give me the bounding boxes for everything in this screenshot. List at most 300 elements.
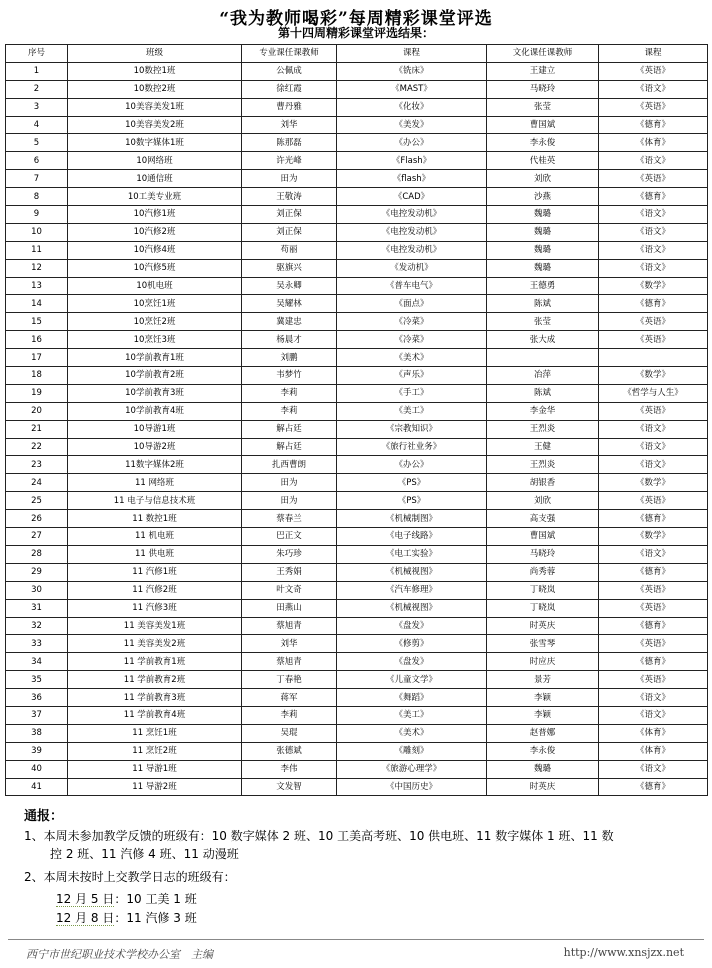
cell-culture-teacher: 王德勇 — [487, 277, 599, 295]
header-row — [6, 45, 708, 63]
cell-culture-teacher: 张莹 — [487, 313, 599, 331]
cell-index: 23 — [6, 456, 68, 474]
cell-major-teacher: 田燕山 — [242, 599, 337, 617]
cell-culture-teacher: 尚秀蓉 — [487, 563, 599, 581]
cell-culture-teacher: 张莹 — [487, 98, 599, 116]
cell-class: 10学前教育3班 — [68, 384, 242, 402]
table-row — [6, 170, 708, 188]
cell-major-course: 《电子线路》 — [337, 528, 487, 546]
cell-index: 26 — [6, 510, 68, 528]
cell-culture-course: 《德育》 — [599, 617, 708, 635]
cell-culture-course: 《数学》 — [599, 528, 708, 546]
cell-class: 11 机电班 — [68, 528, 242, 546]
cell-culture-course: 《语文》 — [599, 80, 708, 98]
cell-major-course: 《办公》 — [337, 456, 487, 474]
table-row — [6, 492, 708, 510]
table-header — [6, 45, 708, 63]
cell-class: 10汽修5班 — [68, 259, 242, 277]
cell-major-teacher: 蔡春兰 — [242, 510, 337, 528]
cell-major-teacher: 许光峰 — [242, 152, 337, 170]
cell-class: 11 汽修3班 — [68, 599, 242, 617]
cell-major-teacher: 叶文奇 — [242, 581, 337, 599]
cell-major-course: 《flash》 — [337, 170, 487, 188]
cell-index: 2 — [6, 80, 68, 98]
cell-culture-teacher: 代桂英 — [487, 152, 599, 170]
cell-major-course: 《机械制图》 — [337, 510, 487, 528]
cell-culture-teacher: 赵普娜 — [487, 724, 599, 742]
cell-class: 11 汽修2班 — [68, 581, 242, 599]
cell-index: 33 — [6, 635, 68, 653]
cell-culture-teacher: 时应庆 — [487, 653, 599, 671]
table-row — [6, 474, 708, 492]
cell-culture-course: 《德育》 — [599, 653, 708, 671]
cell-culture-course: 《语文》 — [599, 545, 708, 563]
table-row — [6, 528, 708, 546]
cell-culture-teacher: 张大成 — [487, 331, 599, 349]
cell-index: 4 — [6, 116, 68, 134]
cell-major-teacher: 刘鹏 — [242, 349, 337, 367]
cell-index: 37 — [6, 706, 68, 724]
cell-index: 39 — [6, 742, 68, 760]
cell-major-teacher: 刘华 — [242, 635, 337, 653]
table-row — [6, 617, 708, 635]
cell-major-teacher: 吴耀林 — [242, 295, 337, 313]
cell-culture-course: 《英语》 — [599, 581, 708, 599]
cell-major-course: 《盘发》 — [337, 653, 487, 671]
table-row — [6, 188, 708, 206]
cell-major-teacher: 田为 — [242, 170, 337, 188]
cell-class: 10汽修4班 — [68, 241, 242, 259]
cell-culture-teacher: 王烈炎 — [487, 420, 599, 438]
cell-class: 10烹饪3班 — [68, 331, 242, 349]
cell-culture-course: 《语文》 — [599, 420, 708, 438]
cell-culture-teacher: 时英庆 — [487, 778, 599, 796]
cell-major-teacher: 李莉 — [242, 384, 337, 402]
cell-index: 27 — [6, 528, 68, 546]
cell-class: 10学前教育2班 — [68, 367, 242, 385]
table-row — [6, 62, 708, 80]
cell-culture-teacher: 魏璐 — [487, 760, 599, 778]
cell-class: 11 网络班 — [68, 474, 242, 492]
cell-culture-teacher: 李颖 — [487, 689, 599, 707]
cell-culture-teacher: 李金华 — [487, 402, 599, 420]
cell-culture-teacher: 张雪琴 — [487, 635, 599, 653]
cell-major-course: 《美工》 — [337, 402, 487, 420]
cell-culture-teacher: 李颖 — [487, 706, 599, 724]
cell-culture-course: 《英语》 — [599, 671, 708, 689]
cell-class: 10数字媒体1班 — [68, 134, 242, 152]
cell-major-course: 《宗教知识》 — [337, 420, 487, 438]
cell-culture-course: 《语文》 — [599, 259, 708, 277]
cell-major-teacher: 巴正文 — [242, 528, 337, 546]
cell-index: 14 — [6, 295, 68, 313]
cell-major-course: 《旅游心理学》 — [337, 760, 487, 778]
results-table — [5, 44, 708, 796]
cell-culture-teacher: 曹国斌 — [487, 528, 599, 546]
cell-culture-teacher: 王健 — [487, 438, 599, 456]
cell-major-course: 《CAD》 — [337, 188, 487, 206]
cell-culture-course: 《数学》 — [599, 474, 708, 492]
cell-class: 10美容美发1班 — [68, 98, 242, 116]
cell-class: 10通信班 — [68, 170, 242, 188]
table-row — [6, 545, 708, 563]
cell-index: 13 — [6, 277, 68, 295]
cell-culture-teacher: 丁晓岚 — [487, 581, 599, 599]
cell-major-course: 《冷菜》 — [337, 313, 487, 331]
cell-culture-teacher: 冶萍 — [487, 367, 599, 385]
cell-index: 41 — [6, 778, 68, 796]
cell-culture-course: 《语文》 — [599, 689, 708, 707]
cell-major-course: 《美工》 — [337, 706, 487, 724]
cell-culture-teacher: 时英庆 — [487, 617, 599, 635]
notice-date-1 — [56, 890, 197, 908]
page-footer — [0, 938, 712, 966]
cell-major-teacher: 解占廷 — [242, 438, 337, 456]
cell-culture-course: 《德育》 — [599, 563, 708, 581]
cell-class: 10汽修2班 — [68, 223, 242, 241]
cell-index: 38 — [6, 724, 68, 742]
cell-class: 11 供电班 — [68, 545, 242, 563]
cell-class: 10数控2班 — [68, 80, 242, 98]
cell-index: 6 — [6, 152, 68, 170]
cell-culture-teacher: 魏璐 — [487, 206, 599, 224]
table-row — [6, 313, 708, 331]
cell-culture-teacher: 景芳 — [487, 671, 599, 689]
cell-culture-course: 《体育》 — [599, 724, 708, 742]
page-title: “我为教师喝彩”每周精彩课堂评选 — [219, 9, 493, 29]
notice-item-1-line-1: 1、本周未参加教学反馈的班级有：10 数字媒体 2 班、10 工美高考班、10 供电班、11 数字媒体 1 班、11 数 — [24, 829, 614, 843]
cell-class: 11数字媒体2班 — [68, 456, 242, 474]
cell-index: 32 — [6, 617, 68, 635]
cell-major-course: 《美术》 — [337, 349, 487, 367]
notice-date-2 — [56, 909, 197, 927]
cell-culture-teacher: 马晓玲 — [487, 80, 599, 98]
cell-class: 11 学前教育3班 — [68, 689, 242, 707]
table-row — [6, 635, 708, 653]
cell-major-course: 《声乐》 — [337, 367, 487, 385]
header-index: 序号 — [6, 45, 68, 63]
cell-culture-teacher: 王建立 — [487, 62, 599, 80]
cell-index: 25 — [6, 492, 68, 510]
table-row — [6, 778, 708, 796]
cell-culture-teacher: 胡银香 — [487, 474, 599, 492]
cell-class: 11 学前教育1班 — [68, 653, 242, 671]
cell-index: 17 — [6, 349, 68, 367]
footer-editor: 西宁市世纪职业技术学校办公室 主编 — [26, 948, 213, 961]
cell-major-teacher: 解占廷 — [242, 420, 337, 438]
cell-culture-course: 《德育》 — [599, 116, 708, 134]
table-row — [6, 241, 708, 259]
cell-major-teacher: 蔡旭青 — [242, 617, 337, 635]
table-row — [6, 653, 708, 671]
cell-culture-teacher: 刘欣 — [487, 170, 599, 188]
cell-culture-course: 《英语》 — [599, 635, 708, 653]
cell-major-teacher: 刘华 — [242, 116, 337, 134]
cell-major-teacher: 蒋军 — [242, 689, 337, 707]
cell-index: 5 — [6, 134, 68, 152]
cell-major-course: 《美术》 — [337, 724, 487, 742]
cell-class: 11 导游1班 — [68, 760, 242, 778]
cell-class: 10汽修1班 — [68, 206, 242, 224]
cell-culture-course: 《体育》 — [599, 134, 708, 152]
cell-culture-course: 《语文》 — [599, 438, 708, 456]
cell-culture-teacher: 李永俊 — [487, 742, 599, 760]
cell-major-teacher: 李莉 — [242, 402, 337, 420]
cell-major-course: 《PS》 — [337, 492, 487, 510]
table-row — [6, 420, 708, 438]
cell-culture-teacher: 魏璐 — [487, 223, 599, 241]
cell-index: 11 — [6, 241, 68, 259]
footer-url: http://www.xnsjzx.net — [563, 946, 684, 959]
cell-culture-course: 《哲学与人生》 — [599, 384, 708, 402]
cell-index: 31 — [6, 599, 68, 617]
cell-major-course: 《电控发动机》 — [337, 223, 487, 241]
cell-major-course: 《汽车修理》 — [337, 581, 487, 599]
cell-culture-course: 《英语》 — [599, 492, 708, 510]
cell-culture-teacher: 曹国斌 — [487, 116, 599, 134]
cell-culture-course: 《数学》 — [599, 367, 708, 385]
cell-class: 11 电子与信息技术班 — [68, 492, 242, 510]
cell-major-teacher: 驱旗兴 — [242, 259, 337, 277]
cell-major-teacher: 田为 — [242, 474, 337, 492]
cell-major-course: 《面点》 — [337, 295, 487, 313]
cell-major-teacher: 杨晨才 — [242, 331, 337, 349]
cell-major-teacher: 冀建忠 — [242, 313, 337, 331]
cell-major-teacher: 李伟 — [242, 760, 337, 778]
cell-major-course: 《手工》 — [337, 384, 487, 402]
cell-culture-course: 《体育》 — [599, 742, 708, 760]
table-row — [6, 277, 708, 295]
cell-class: 10导游2班 — [68, 438, 242, 456]
header-culture-course: 课程 — [599, 45, 708, 63]
cell-index: 9 — [6, 206, 68, 224]
table-row — [6, 367, 708, 385]
cell-index: 24 — [6, 474, 68, 492]
cell-culture-course: 《德育》 — [599, 510, 708, 528]
cell-major-course: 《机械视图》 — [337, 563, 487, 581]
cell-culture-teacher: 马晓玲 — [487, 545, 599, 563]
cell-major-teacher: 韦梦竹 — [242, 367, 337, 385]
header-major-teacher: 专业课任课教师 — [242, 45, 337, 63]
date-1-text: ：10 工美 1 班 — [114, 892, 197, 906]
table-row — [6, 581, 708, 599]
cell-major-course: 《舞蹈》 — [337, 689, 487, 707]
header-major-course: 课程 — [337, 45, 487, 63]
cell-class: 10烹饪1班 — [68, 295, 242, 313]
cell-major-course: 《旅行社业务》 — [337, 438, 487, 456]
cell-class: 10导游1班 — [68, 420, 242, 438]
cell-major-course: 《发动机》 — [337, 259, 487, 277]
cell-major-course: 《机械视图》 — [337, 599, 487, 617]
cell-culture-teacher: 陈斌 — [487, 384, 599, 402]
cell-class: 11 美容美发2班 — [68, 635, 242, 653]
cell-index: 29 — [6, 563, 68, 581]
table-row — [6, 563, 708, 581]
table-row — [6, 510, 708, 528]
cell-index: 16 — [6, 331, 68, 349]
cell-major-course: 《PS》 — [337, 474, 487, 492]
cell-major-teacher: 曹丹雅 — [242, 98, 337, 116]
notice-item-1-line-2: 控 2 班、11 汽修 4 班、11 动漫班 — [50, 847, 239, 861]
cell-major-teacher: 蔡旭青 — [242, 653, 337, 671]
table-row — [6, 152, 708, 170]
cell-index: 19 — [6, 384, 68, 402]
cell-class: 10美容美发2班 — [68, 116, 242, 134]
cell-index: 7 — [6, 170, 68, 188]
cell-major-course: 《盘发》 — [337, 617, 487, 635]
cell-major-teacher: 陈那磊 — [242, 134, 337, 152]
cell-class: 10机电班 — [68, 277, 242, 295]
cell-culture-course: 《德育》 — [599, 188, 708, 206]
table-row — [6, 331, 708, 349]
cell-culture-teacher: 高支强 — [487, 510, 599, 528]
table-row — [6, 223, 708, 241]
cell-class: 10学前教育4班 — [68, 402, 242, 420]
cell-index: 10 — [6, 223, 68, 241]
cell-culture-course: 《英语》 — [599, 599, 708, 617]
cell-culture-course: 《语文》 — [599, 456, 708, 474]
table-row — [6, 742, 708, 760]
cell-culture-course: 《语文》 — [599, 206, 708, 224]
cell-culture-teacher: 魏璐 — [487, 259, 599, 277]
footer-divider — [8, 939, 704, 940]
cell-culture-teacher — [487, 349, 599, 367]
table-row — [6, 384, 708, 402]
notice-heading: 通报： — [24, 809, 64, 824]
cell-major-teacher: 文发智 — [242, 778, 337, 796]
cell-culture-course: 《数学》 — [599, 277, 708, 295]
table-row — [6, 706, 708, 724]
cell-major-course: 《电控发动机》 — [337, 206, 487, 224]
cell-class: 11 烹饪2班 — [68, 742, 242, 760]
cell-major-teacher: 徐红霞 — [242, 80, 337, 98]
cell-class: 11 学前教育2班 — [68, 671, 242, 689]
cell-major-course: 《电工实验》 — [337, 545, 487, 563]
cell-major-course: 《儿童文学》 — [337, 671, 487, 689]
cell-major-teacher: 田为 — [242, 492, 337, 510]
date-2-text: ：11 汽修 3 班 — [114, 911, 197, 925]
cell-culture-course: 《语文》 — [599, 706, 708, 724]
table-row — [6, 259, 708, 277]
table-row — [6, 438, 708, 456]
page-subtitle: 第十四周精彩课堂评选结果： — [277, 26, 434, 40]
table-row — [6, 116, 708, 134]
cell-class: 11 数控1班 — [68, 510, 242, 528]
cell-major-teacher: 刘正保 — [242, 206, 337, 224]
cell-index: 40 — [6, 760, 68, 778]
cell-culture-course: 《英语》 — [599, 98, 708, 116]
cell-index: 15 — [6, 313, 68, 331]
cell-index: 8 — [6, 188, 68, 206]
cell-major-teacher: 刘正保 — [242, 223, 337, 241]
cell-major-course: 《化妆》 — [337, 98, 487, 116]
cell-culture-course: 《语文》 — [599, 223, 708, 241]
cell-class: 11 烹饪1班 — [68, 724, 242, 742]
header-class: 班级 — [68, 45, 242, 63]
notice-item-2: 2、本周未按时上交教学日志的班级有： — [24, 870, 236, 884]
cell-major-teacher: 苟丽 — [242, 241, 337, 259]
cell-class: 10烹饪2班 — [68, 313, 242, 331]
cell-culture-teacher: 陈斌 — [487, 295, 599, 313]
cell-major-course: 《办公》 — [337, 134, 487, 152]
cell-major-teacher: 张德斌 — [242, 742, 337, 760]
cell-culture-course: 《德育》 — [599, 295, 708, 313]
cell-index: 12 — [6, 259, 68, 277]
cell-culture-course: 《德育》 — [599, 778, 708, 796]
cell-culture-course: 《英语》 — [599, 331, 708, 349]
cell-index: 35 — [6, 671, 68, 689]
cell-major-teacher: 公佩成 — [242, 62, 337, 80]
cell-index: 20 — [6, 402, 68, 420]
cell-culture-course: 《语文》 — [599, 241, 708, 259]
table-row — [6, 134, 708, 152]
cell-major-course: 《铣床》 — [337, 62, 487, 80]
cell-index: 36 — [6, 689, 68, 707]
cell-major-teacher: 扎西曹朗 — [242, 456, 337, 474]
cell-index: 34 — [6, 653, 68, 671]
cell-class: 11 导游2班 — [68, 778, 242, 796]
cell-class: 11 美容美发1班 — [68, 617, 242, 635]
cell-culture-teacher: 丁晓岚 — [487, 599, 599, 617]
table-row — [6, 80, 708, 98]
table-row — [6, 689, 708, 707]
cell-class: 10学前教育1班 — [68, 349, 242, 367]
cell-major-teacher: 朱巧珍 — [242, 545, 337, 563]
cell-major-course: 《普车电气》 — [337, 277, 487, 295]
cell-major-teacher: 李莉 — [242, 706, 337, 724]
cell-culture-teacher: 李永俊 — [487, 134, 599, 152]
cell-index: 18 — [6, 367, 68, 385]
cell-culture-course: 《英语》 — [599, 313, 708, 331]
cell-major-course: 《美发》 — [337, 116, 487, 134]
cell-class: 11 学前教育4班 — [68, 706, 242, 724]
table-row — [6, 402, 708, 420]
cell-culture-teacher: 王烈炎 — [487, 456, 599, 474]
table-row — [6, 671, 708, 689]
table-row — [6, 599, 708, 617]
table-row — [6, 349, 708, 367]
table-body — [6, 62, 708, 796]
cell-culture-course: 《英语》 — [599, 402, 708, 420]
cell-major-course: 《MAST》 — [337, 80, 487, 98]
cell-class: 10工美专业班 — [68, 188, 242, 206]
cell-index: 3 — [6, 98, 68, 116]
cell-major-teacher: 吴琨 — [242, 724, 337, 742]
cell-index: 1 — [6, 62, 68, 80]
cell-class: 11 汽修1班 — [68, 563, 242, 581]
date-1-label: 12 月 5 日 — [56, 892, 115, 906]
table-row — [6, 206, 708, 224]
cell-index: 30 — [6, 581, 68, 599]
cell-major-course: 《雕刻》 — [337, 742, 487, 760]
header-culture-teacher: 文化课任课教师 — [487, 45, 599, 63]
cell-major-teacher: 王秀娟 — [242, 563, 337, 581]
cell-culture-course: 《英语》 — [599, 62, 708, 80]
cell-class: 10网络班 — [68, 152, 242, 170]
cell-culture-teacher: 刘欣 — [487, 492, 599, 510]
cell-major-teacher: 王敬涛 — [242, 188, 337, 206]
cell-major-course: 《修剪》 — [337, 635, 487, 653]
table-row — [6, 724, 708, 742]
table-row — [6, 456, 708, 474]
cell-index: 28 — [6, 545, 68, 563]
cell-index: 22 — [6, 438, 68, 456]
cell-major-course: 《Flash》 — [337, 152, 487, 170]
date-2-label: 12 月 8 日 — [56, 911, 115, 925]
cell-major-course: 《中国历史》 — [337, 778, 487, 796]
cell-culture-teacher: 沙燕 — [487, 188, 599, 206]
cell-class: 10数控1班 — [68, 62, 242, 80]
